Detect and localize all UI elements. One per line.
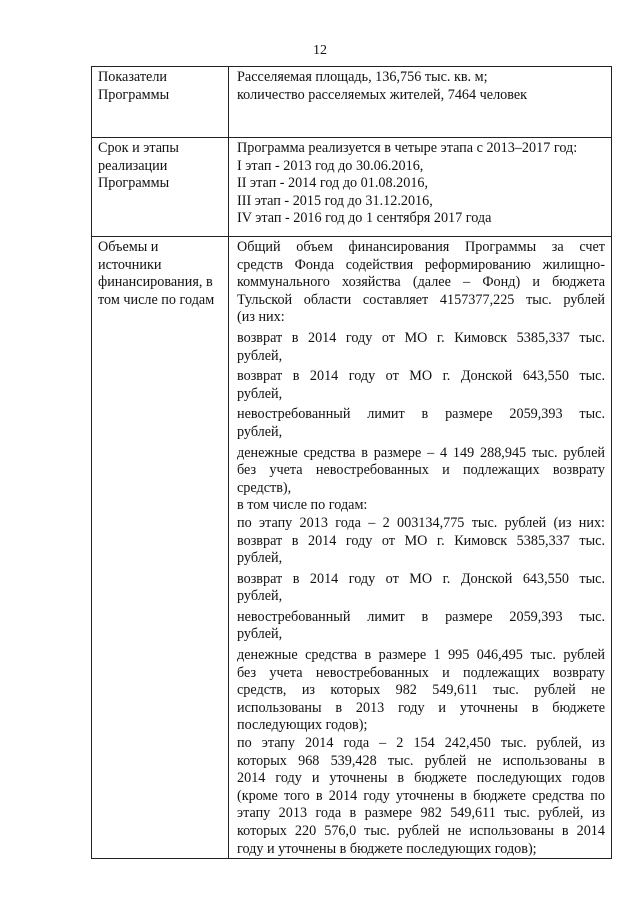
value-line: этапу 2013 года в размере 982 549,611 тыс. рублей, из: [237, 805, 605, 822]
value-line: денежные средства в размере 1 995 046,495 тыс. рублей: [237, 647, 605, 664]
label-cell-financing: [92, 237, 229, 859]
label-line: том числе по годам: [98, 291, 215, 308]
value-line: (из них:: [237, 309, 285, 326]
value-line: Программа реализуется в четыре этапа с 2013–2017 год:: [237, 140, 578, 156]
label-line: Программы: [98, 175, 170, 192]
value-line: коммунального хозяйства (далее – Фонд) и бюджета: [237, 274, 605, 291]
value-line: II этап - 2014 год до 01.08.2016,: [237, 175, 429, 192]
value-line: в том числе по годам:: [237, 497, 368, 514]
value-line: использованы в 2013 году и уточнены в бюджете: [237, 699, 605, 716]
value-line: без учета невостребованных и подлежащих возврату: [237, 462, 605, 479]
label-line: источники: [98, 256, 162, 273]
table-row-stages: [92, 138, 612, 237]
value-line: невостребованный лимит в размере 2059,393 тыс.: [237, 406, 605, 423]
value-line: средств Фонда содействия реформированию жилищно-: [237, 256, 605, 273]
value-line: рублей,: [237, 626, 283, 643]
value-line: (кроме того в 2014 году уточнены в бюджете средства по: [237, 787, 605, 804]
value-line: III этап - 2015 год до 31.12.2016,: [237, 192, 433, 209]
value-line: Тульской области составляет 4157377,225 тыс. рублей: [237, 291, 605, 308]
label-line: Программы: [98, 86, 170, 103]
value-line: IV этап - 2016 год до 1 сентября 2017 года: [237, 210, 492, 227]
value-line: по этапу 2013 года – 2 003134,775 тыс. рублей (из них:: [237, 514, 605, 531]
label-cell-stages: [92, 138, 229, 237]
page-number: 12: [313, 43, 327, 58]
value-cell-indicators: [229, 67, 612, 138]
value-line: по этапу 2014 года – 2 154 242,450 тыс. рублей, из: [237, 735, 605, 752]
value-line: которых 968 539,428 тыс. рублей не использованы в: [237, 752, 605, 769]
label-line: Показатели: [98, 69, 168, 85]
value-cell-stages: [229, 138, 612, 237]
value-line: которых 220 576,0 тыс. рублей не использованы в 2014: [237, 823, 605, 839]
value-line: количество расселяемых жителей, 7464 человек: [237, 86, 528, 103]
label-line: финансирования, в: [98, 274, 213, 291]
value-line: последующих годов);: [237, 717, 368, 734]
value-line: Общий объем финансирования Программы за счет: [237, 239, 605, 255]
table-row-indicators: [92, 67, 612, 138]
value-line: средств, из которых 982 549,611 тыс. рублей не: [237, 682, 605, 699]
value-line: I этап - 2013 год до 30.06.2016,: [237, 157, 424, 174]
value-line: невостребованный лимит в размере 2059,393 тыс.: [237, 608, 605, 625]
value-line: возврат в 2014 году от МО г. Кимовск 5385,337 тыс.: [237, 329, 605, 346]
value-line: без учета невостребованных и подлежащих возврату: [237, 664, 605, 681]
value-line: рублей,: [237, 550, 283, 567]
value-line: возврат в 2014 году от МО г. Донской 643,550 тыс.: [237, 368, 605, 385]
value-line: возврат в 2014 году от МО г. Кимовск 5385,337 тыс.: [237, 532, 605, 549]
value-line: году и уточнены в бюджете последующих годов);: [237, 840, 537, 857]
value-line: 2014 году и уточнены в бюджете последующих годов: [237, 770, 605, 787]
value-line: рублей,: [237, 347, 283, 364]
value-line: рублей,: [237, 423, 283, 440]
table-row-financing: [92, 237, 612, 859]
value-line: возврат в 2014 году от МО г. Донской 643,550 тыс.: [237, 570, 605, 587]
value-line: средств),: [237, 479, 292, 496]
value-line: денежные средства в размере – 4 149 288,945 тыс. рублей: [237, 444, 605, 461]
label-line: Объемы и: [98, 239, 159, 255]
label-cell-indicators: [92, 67, 229, 138]
program-passport-table: [91, 66, 612, 859]
label-line: реализации: [98, 157, 168, 174]
value-line: рублей,: [237, 588, 283, 605]
value-cell-financing: [229, 237, 612, 859]
value-line: Расселяемая площадь, 136,756 тыс. кв. м;: [237, 69, 488, 85]
value-line: рублей,: [237, 385, 283, 402]
label-line: Срок и этапы: [98, 140, 179, 156]
